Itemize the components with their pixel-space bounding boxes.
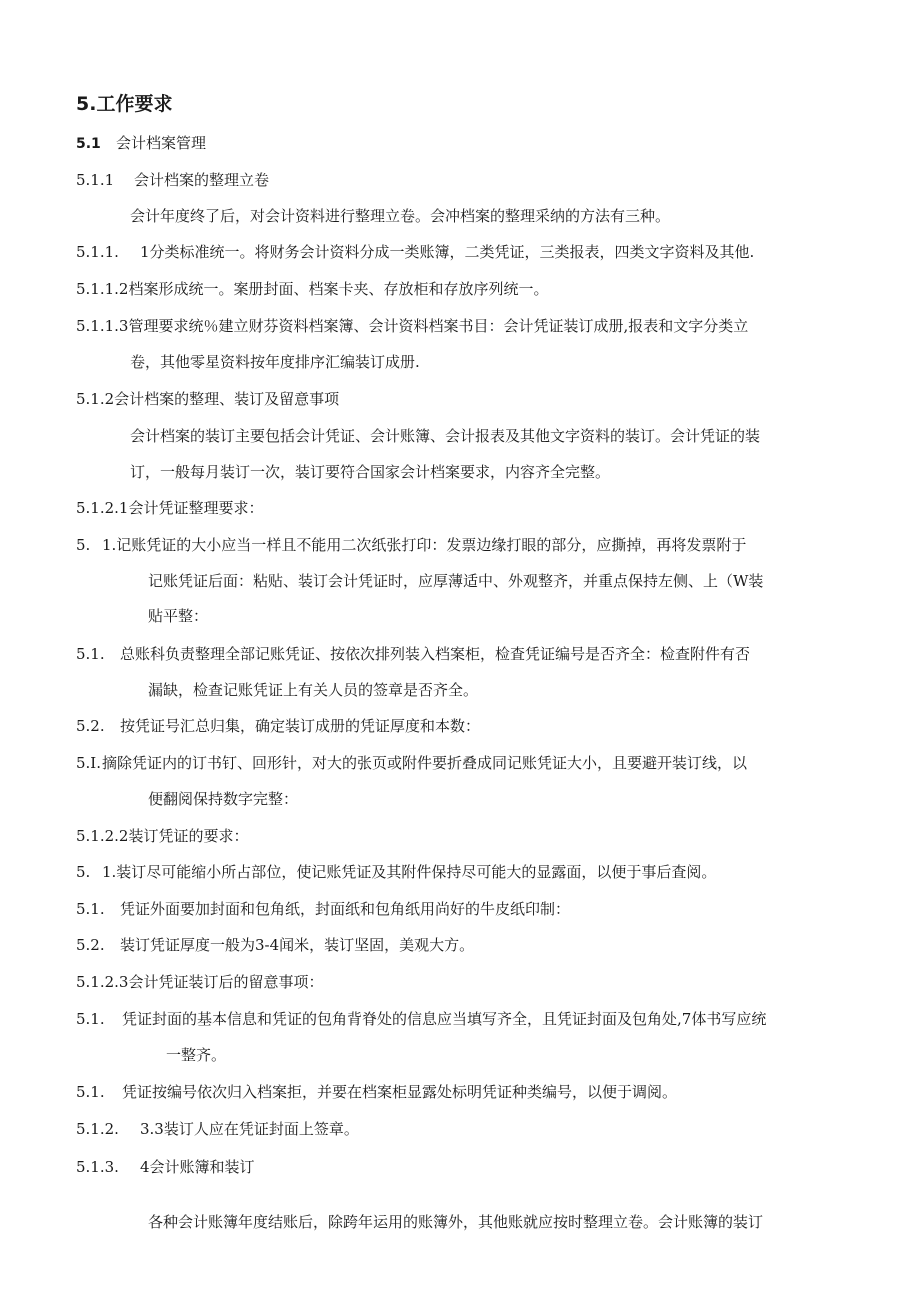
list-item: 5.1.1.2档案形成统一。案册封面、档案卡夹、存放柜和存放序列统一。 [76,280,549,298]
paragraph: 各种会计账簿年度结账后，除跨年运用的账簿外，其他账就应按时整理立卷。会计账簿的装订 [148,1213,764,1231]
list-item [76,716,480,736]
subsection-5-1-2-2: 5.1.2.2装订凭证的要求： [76,827,249,845]
list-item [76,935,474,955]
item-text: 总账科负责整理全部记账凭证、按依次排列装入档案柜，检査凭证编号是否齐全：检查附件有否 [120,645,751,663]
item-text: 1.装订尽可能缩小所占部位，使记账凭证及其附件保持尽可能大的显露面，以便于事后査阅。 [102,863,717,881]
item-number: 5.1. [76,1010,105,1028]
item-text: 装订凭证厚度一般为3-4闻米，装订坚固，美观大方。 [120,936,475,954]
item-number: 5.1. [76,900,105,918]
list-item [76,644,750,664]
paragraph: 会计档案的装订主要包括会计凭证、会计账簿、会计报表及其他文字资料的装订。会计凭证的装 [130,427,761,445]
list-item-continuation: 记账凭证后面：粘贴、装订会计凭证时，应厚薄适中、外观整齐，并重点保持左侧、上（W装 [148,572,764,590]
item-text: 1.记账凭证的大小应当一样且不能用二次纸张打印：发票边缘打眼的部分，应撕掉，再将发票附于 [102,536,747,554]
list-item [76,242,754,262]
item-text: 1分类标准统一。将财务会计资料分成一类账簿，二类凭证，三类报表，四类文字资料及其他. [140,243,755,261]
item-number: 5.1.2. [76,1120,119,1138]
item-text: 3.3装订人应在凭证封面上签章。 [140,1120,359,1138]
subsection-title: 会计档案的整理立卷 [134,171,270,189]
list-item [76,753,747,773]
section-heading: 5.工作要求 [76,93,173,115]
paragraph-continuation: 订，一般每月装订一次，装订要符合国家会计档案要求，内容齐全完整。 [130,463,611,481]
item-number: 5.1.3. [76,1158,119,1176]
subsection-5-1-2: 5.1.2会计档案的整理、装订及留意事项 [76,390,340,408]
list-item-continuation: 卷，其他零星资料按年度排序汇编装订成册. [130,353,420,371]
item-text: 凭证按编号依次归入档案拒，并要在档案柜显露处标明凭证种类编号，以便于调阅。 [122,1083,678,1101]
subsection-title: 会计档案管理 [116,134,207,152]
subsection-number: 5.1.1 [76,171,115,189]
subsection-5-1 [76,133,206,154]
item-number: 5.2. [76,936,105,954]
item-number: 5.I. [76,754,102,772]
list-item-continuation: 贴平整： [148,607,209,625]
item-text: 凭证封面的基本信息和凭证的包角背脊处的信息应当填写齐全，且凭证封面及包角处,7体书写应统 [122,1010,767,1028]
list-item [76,862,716,882]
list-item: 5.1.1.3管理要求统％建立财芬资料档案簿、会计资料档案书目：会计凭证装订成册,报表和文字分类立 [76,317,749,335]
item-number: 5.1.1. [76,243,119,261]
list-item-continuation: 一整齐。 [166,1046,227,1064]
item-text: 按凭证号汇总归集，确定装订成册的凭证厚度和本数： [120,717,481,735]
item-number: 5.2. [76,717,105,735]
list-item [76,1157,255,1177]
subsection-5-1-2-3: 5.1.2.3会计凭证装订后的留意事项： [76,973,324,991]
list-item-continuation: 便翻阅保持数字完整： [148,790,299,808]
item-text: 凭证外面要加封面和包角纸，封面纸和包角纸用尚好的牛皮纸印制： [120,900,571,918]
subsection-5-1-1 [76,170,269,190]
item-number: 5. [76,863,91,881]
item-text: 摘除凭证内的订书钉、回形针，对大的张页或附件要折叠成同记账凭证大小，且要避开装订线，以 [102,754,748,772]
paragraph-intro: 会计年度终了后，对会计资料进行整理立卷。会冲档案的整理采纳的方法有三种。 [130,207,671,225]
list-item [76,899,570,919]
list-item [76,1119,359,1139]
subsection-5-1-2-1: 5.1.2.1会计凭证整理要求： [76,499,264,517]
item-number: 5.1. [76,1083,105,1101]
list-item [76,535,746,555]
list-item [76,1009,766,1029]
item-text: 4会计账簿和装订 [140,1158,255,1176]
list-item-continuation: 漏缺，检查记账凭证上有关人员的签章是否齐全。 [148,681,479,699]
subsection-number: 5.1 [76,136,101,152]
item-number: 5. [76,536,91,554]
item-number: 5.1. [76,645,105,663]
list-item [76,1082,677,1102]
